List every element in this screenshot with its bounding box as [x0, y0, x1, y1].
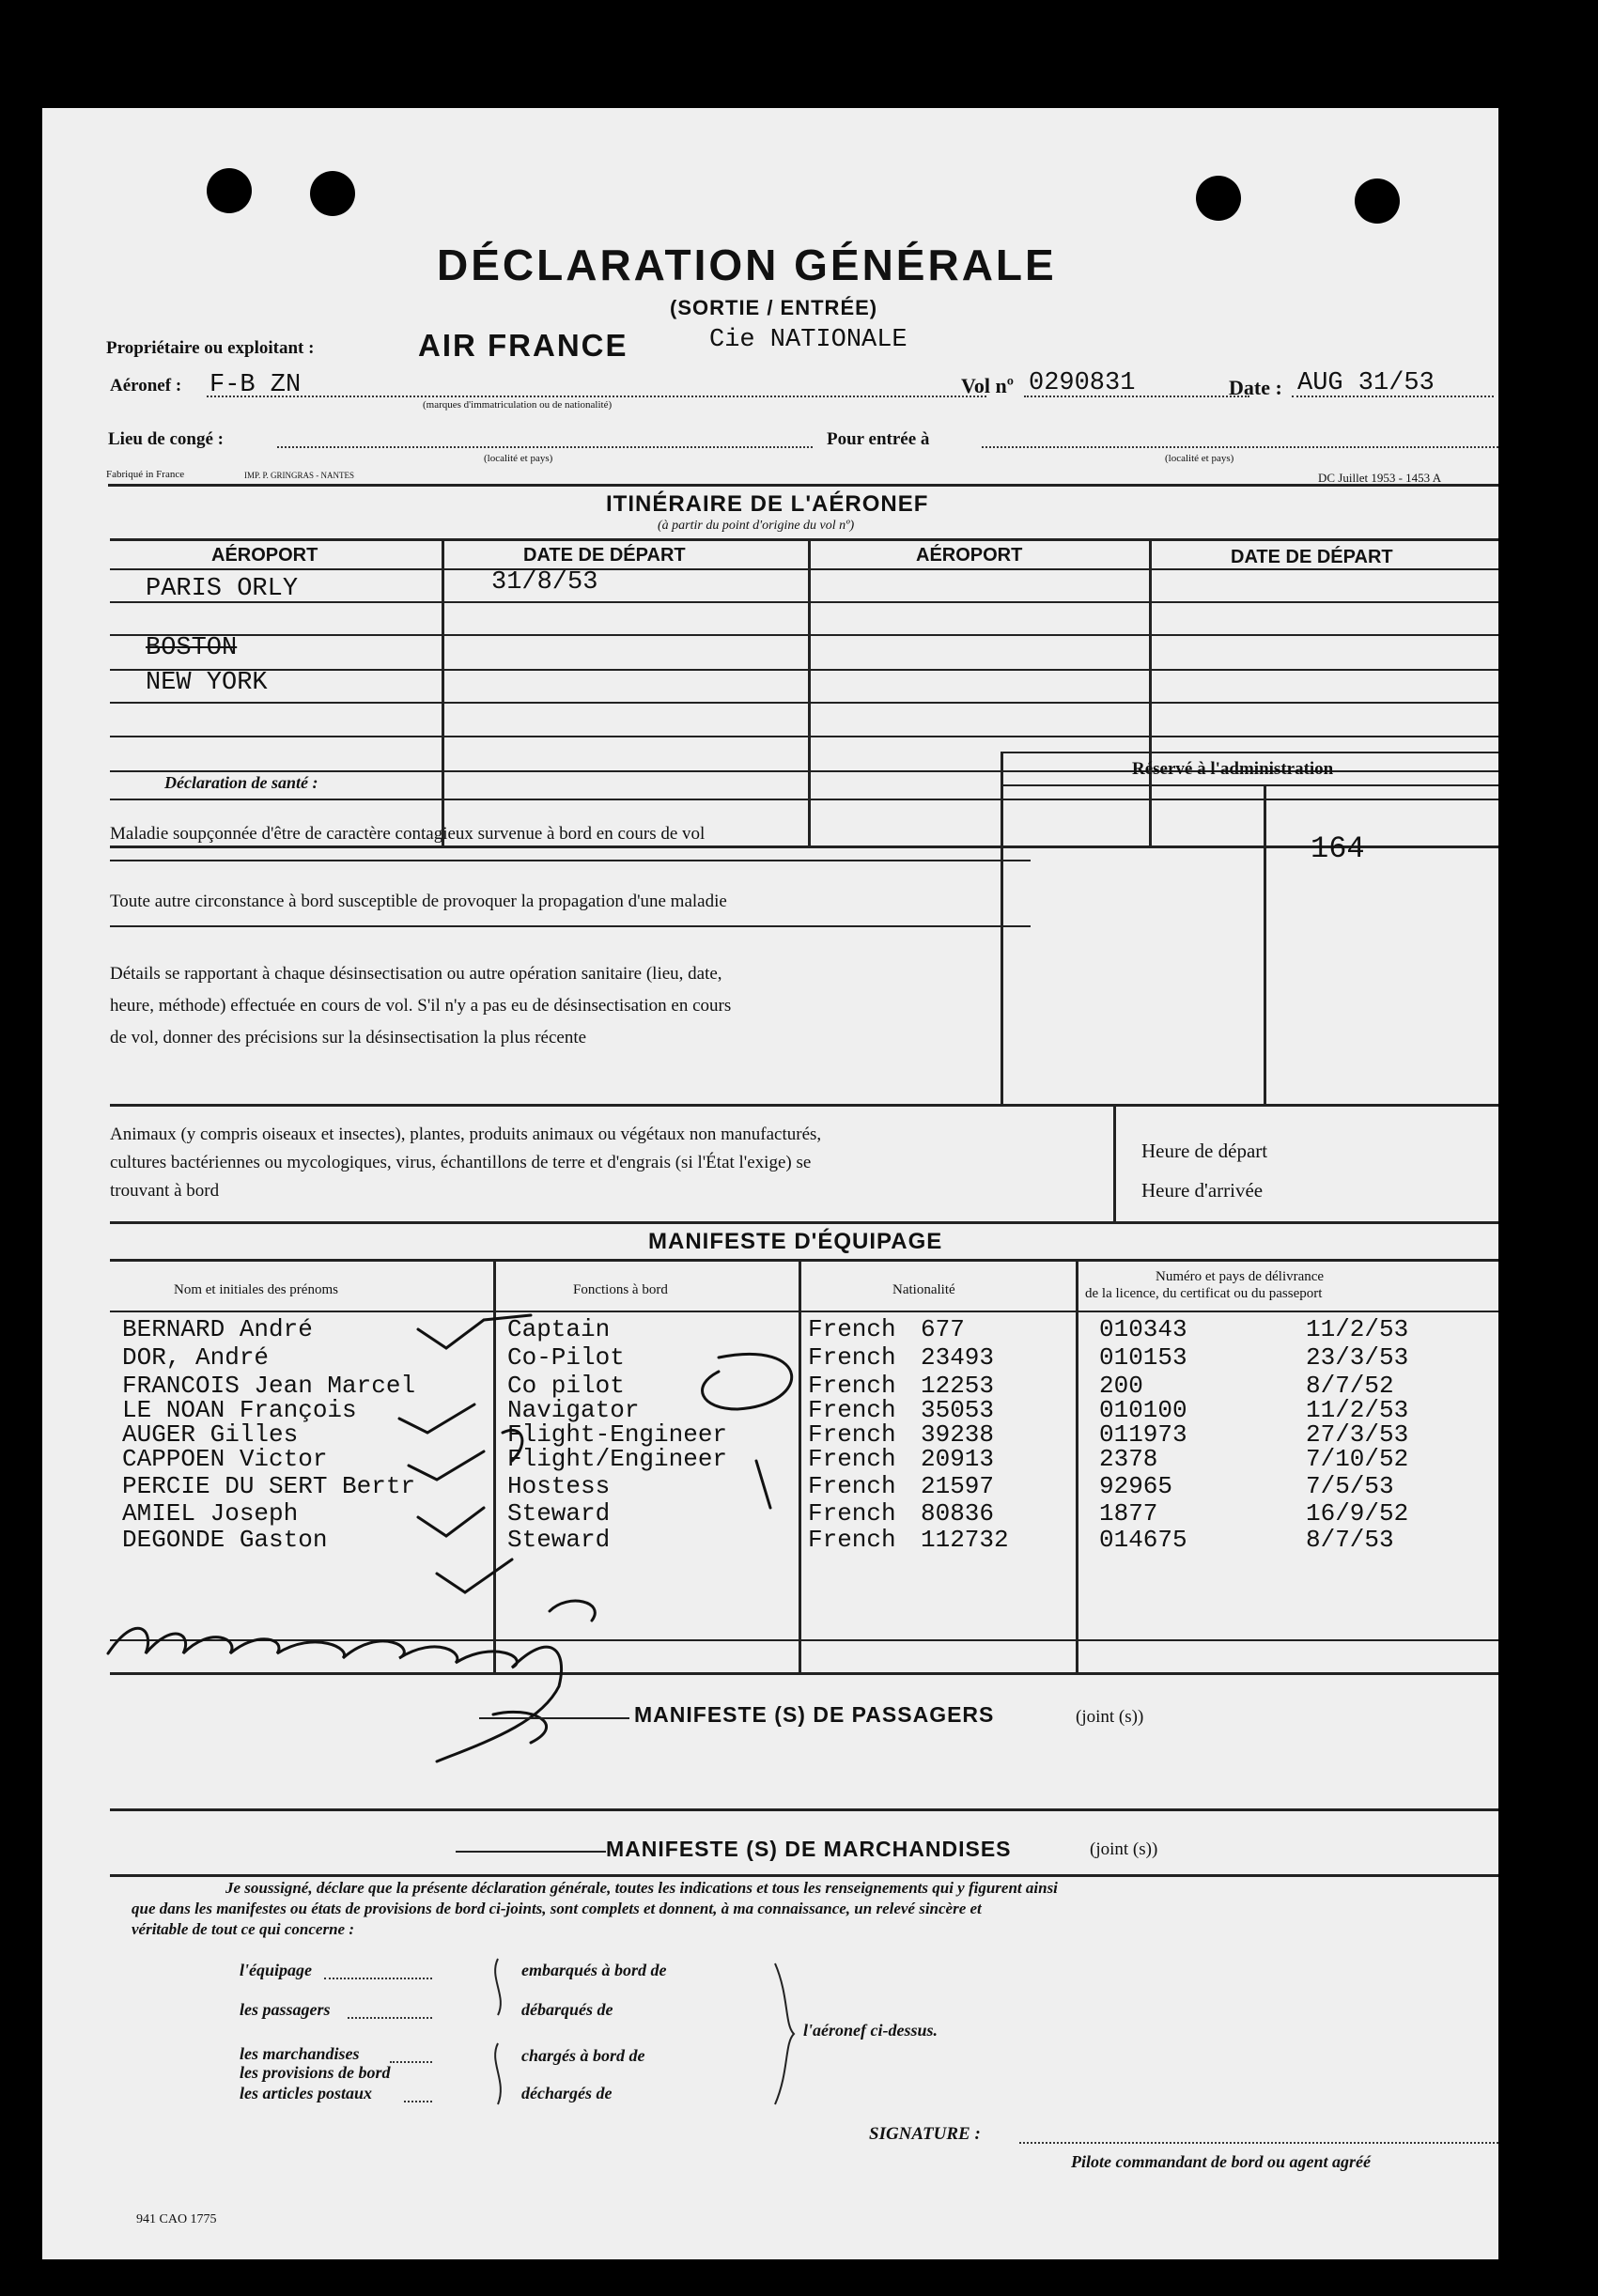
- flight-label: Vol nº: [961, 374, 1014, 397]
- crew-number: 677: [921, 1315, 965, 1343]
- declaration-line-2: que dans les manifestes ou états de provisions de bord ci-joints, sont complets et donnent, à ma connaissance, un relevé sincère et: [132, 1900, 982, 1917]
- health-title: Déclaration de santé :: [164, 773, 318, 792]
- animals-line-2: cultures bactériennes ou mycologiques, virus, échantillons de terre et d'engrais (si l'État l'exige) se: [110, 1153, 812, 1172]
- crew-date: 16/9/52: [1306, 1499, 1409, 1528]
- crew-function: Hostess: [507, 1472, 611, 1500]
- health-line-1: Maladie soupçonnée d'être de caractère contagieux survenue à bord en cours de vol: [110, 824, 706, 844]
- form-code: 941 CAO 1775: [136, 2212, 217, 2226]
- crew-nationality: French: [808, 1420, 896, 1449]
- operator-extra: Cie NATIONALE: [709, 326, 908, 354]
- cargo-manifest-joint: (joint (s)): [1090, 1839, 1158, 1859]
- crew-name: PERCIE DU SERT Bertr: [122, 1472, 416, 1500]
- crew-number: 23493: [921, 1343, 995, 1372]
- date-value: AUG 31/53: [1297, 369, 1435, 397]
- crew-function: Captain: [507, 1315, 611, 1343]
- crew-function: Co-Pilot: [507, 1343, 625, 1372]
- printer-ref: DC Juillet 1953 - 1453 A: [1318, 471, 1442, 485]
- operator-value: AIR FRANCE: [418, 328, 628, 363]
- operator-label: Propriétaire ou exploitant :: [106, 338, 315, 358]
- crew-nationality: French: [808, 1499, 896, 1528]
- crew-name: FRANCOIS Jean Marcel: [122, 1372, 416, 1400]
- crew-function: Flight-Engineer: [507, 1420, 728, 1449]
- crew-number: 35053: [921, 1396, 995, 1424]
- date-label: Date :: [1229, 376, 1282, 399]
- printer-origin: Fabriqué in France: [106, 469, 185, 480]
- crew-date: 23/3/53: [1306, 1343, 1409, 1372]
- health-line-3a: Détails se rapportant à chaque désinsectisation ou autre opération sanitaire (lieu, date,: [110, 964, 722, 984]
- crew-license: 200: [1099, 1372, 1143, 1400]
- crew-date: 8/7/53: [1306, 1526, 1394, 1554]
- itinerary-airport-3: NEW YORK: [146, 669, 268, 697]
- crew-number: 21597: [921, 1472, 995, 1500]
- crew-manifest-title: MANIFESTE D'ÉQUIPAGE: [648, 1229, 943, 1254]
- document-title: DÉCLARATION GÉNÉRALE: [437, 240, 1057, 289]
- crew-function: Co pilot: [507, 1372, 625, 1400]
- crew-nationality: French: [808, 1396, 896, 1424]
- printer-name: IMP. P. GRINGRAS - NANTES: [244, 471, 355, 480]
- signature-label: SIGNATURE :: [869, 2124, 981, 2144]
- item-passengers: les passagers: [240, 2000, 331, 2019]
- departure-place-label: Lieu de congé :: [108, 429, 224, 449]
- unloaded-label: déchargés de: [521, 2084, 613, 2102]
- passengers-manifest-joint: (joint (s)): [1076, 1707, 1144, 1727]
- crew-name: DEGONDE Gaston: [122, 1526, 328, 1554]
- animals-line-1: Animaux (y compris oiseaux et insectes), plantes, produits animaux ou végétaux non manufacturés,: [110, 1125, 822, 1144]
- crew-name: DOR, André: [122, 1343, 270, 1372]
- item-provisions: les provisions de bord: [240, 2063, 391, 2082]
- crew-date: 11/2/53: [1306, 1315, 1409, 1343]
- crew-date: 27/3/53: [1306, 1420, 1409, 1449]
- crew-license: 010100: [1099, 1396, 1187, 1424]
- item-crew: l'équipage: [240, 1961, 312, 1979]
- itinerary-col-airport: AÉROPORT: [211, 545, 318, 566]
- crew-function: Steward: [507, 1526, 611, 1554]
- crew-number: 80836: [921, 1499, 995, 1528]
- crew-function: Navigator: [507, 1396, 640, 1424]
- aircraft-value: F-B ZN: [209, 371, 302, 399]
- document-subtitle: (SORTIE / ENTRÉE): [670, 296, 878, 319]
- flight-value: 0290831: [1029, 369, 1136, 397]
- declaration-line-3: véritable de tout ce qui concerne :: [132, 1920, 355, 1938]
- aircraft-note: (marques d'immatriculation ou de nationalité): [423, 399, 613, 411]
- crew-date: 7/5/53: [1306, 1472, 1394, 1500]
- crew-function: Steward: [507, 1499, 611, 1528]
- itinerary-col-departure-date: DATE DE DÉPART: [523, 545, 686, 566]
- crew-license: 011973: [1099, 1420, 1187, 1449]
- crew-license: 010153: [1099, 1343, 1187, 1372]
- health-line-3c: de vol, donner des précisions sur la désinsectisation la plus récente: [110, 1028, 587, 1047]
- itinerary-col-departure-date-2: DATE DE DÉPART: [1231, 547, 1393, 567]
- crew-date: 11/2/53: [1306, 1396, 1409, 1424]
- declaration-braces: [42, 108, 1498, 2259]
- health-line-2: Toute autre circonstance à bord susceptible de provoquer la propagation d'une maladie: [110, 892, 727, 911]
- itinerary-col-airport-2: AÉROPORT: [916, 545, 1023, 566]
- crew-number: 112732: [921, 1526, 1009, 1554]
- crew-date: 8/7/52: [1306, 1372, 1394, 1400]
- crew-date: 7/10/52: [1306, 1445, 1409, 1473]
- crew-name: BERNARD André: [122, 1315, 313, 1343]
- arrival-time-label: Heure d'arrivée: [1141, 1179, 1264, 1202]
- crew-number: 12253: [921, 1372, 995, 1400]
- aircraft-label: Aéronef :: [110, 376, 182, 396]
- crew-nationality: French: [808, 1372, 896, 1400]
- crew-license: 014675: [1099, 1526, 1187, 1554]
- animals-line-3: trouvant à bord: [110, 1181, 220, 1201]
- itinerary-title: ITINÉRAIRE DE L'AÉRONEF: [606, 491, 929, 517]
- crew-license: 1877: [1099, 1499, 1158, 1528]
- crew-nationality: French: [808, 1315, 896, 1343]
- itinerary-departure-date-1: 31/8/53: [491, 568, 598, 597]
- embarked-label: embarqués à bord de: [521, 1961, 667, 1979]
- disembarked-label: débarqués de: [521, 2000, 613, 2019]
- crew-nationality: French: [808, 1526, 896, 1554]
- departure-time-label: Heure de départ: [1141, 1140, 1268, 1162]
- signature-role: Pilote commandant de bord ou agent agréé: [1071, 2152, 1371, 2171]
- itinerary-airport-1: PARIS ORLY: [146, 575, 299, 603]
- departure-place-note: (localité et pays): [484, 453, 553, 464]
- document-page: [42, 108, 1498, 2259]
- crew-nationality: French: [808, 1343, 896, 1372]
- crew-name: AMIEL Joseph: [122, 1499, 299, 1528]
- item-goods: les marchandises: [240, 2044, 360, 2063]
- crew-number: 39238: [921, 1420, 995, 1449]
- crew-col-license-a: Numéro et pays de délivrance: [1156, 1269, 1325, 1284]
- itinerary-airport-2-struck: BOSTON: [146, 634, 238, 662]
- crew-function: Flight/Engineer: [507, 1445, 728, 1473]
- item-mail: les articles postaux: [240, 2084, 373, 2102]
- passengers-manifest-title: MANIFESTE (S) DE PASSAGERS: [634, 1702, 995, 1727]
- declaration-line-1: Je soussigné, déclare que la présente déclaration générale, toutes les indications et tous les renseignements qui y figurent ainsi: [225, 1879, 1058, 1897]
- crew-nationality: French: [808, 1445, 896, 1473]
- crew-col-function: Fonctions à bord: [573, 1282, 668, 1297]
- reserved-label: Réservé à l'administration: [1132, 759, 1334, 779]
- crew-license: 2378: [1099, 1445, 1158, 1473]
- crew-number: 20913: [921, 1445, 995, 1473]
- crew-name: AUGER Gilles: [122, 1420, 299, 1449]
- crew-col-nationality: Nationalité: [892, 1282, 955, 1297]
- crew-col-license-b: de la licence, du certificat ou du passeport: [1085, 1286, 1323, 1301]
- entry-place-note: (localité et pays): [1165, 453, 1234, 464]
- entry-place-label: Pour entrée à: [827, 429, 930, 449]
- crew-license: 010343: [1099, 1315, 1187, 1343]
- aircraft-above-label: l'aéronef ci-dessus.: [803, 2021, 938, 2040]
- loaded-label: chargés à bord de: [521, 2046, 645, 2065]
- cargo-manifest-title: MANIFESTE (S) DE MARCHANDISES: [606, 1837, 1012, 1861]
- crew-license: 92965: [1099, 1472, 1173, 1500]
- crew-name: LE NOAN François: [122, 1396, 357, 1424]
- health-line-3b: heure, méthode) effectuée en cours de vol. S'il n'y a pas eu de désinsectisation en cours: [110, 996, 732, 1016]
- crew-col-name: Nom et initiales des prénoms: [174, 1282, 338, 1297]
- crew-nationality: French: [808, 1472, 896, 1500]
- reserved-number: 164: [1311, 831, 1365, 866]
- itinerary-subtitle: (à partir du point d'origine du vol nº): [658, 519, 855, 533]
- crew-name: CAPPOEN Victor: [122, 1445, 328, 1473]
